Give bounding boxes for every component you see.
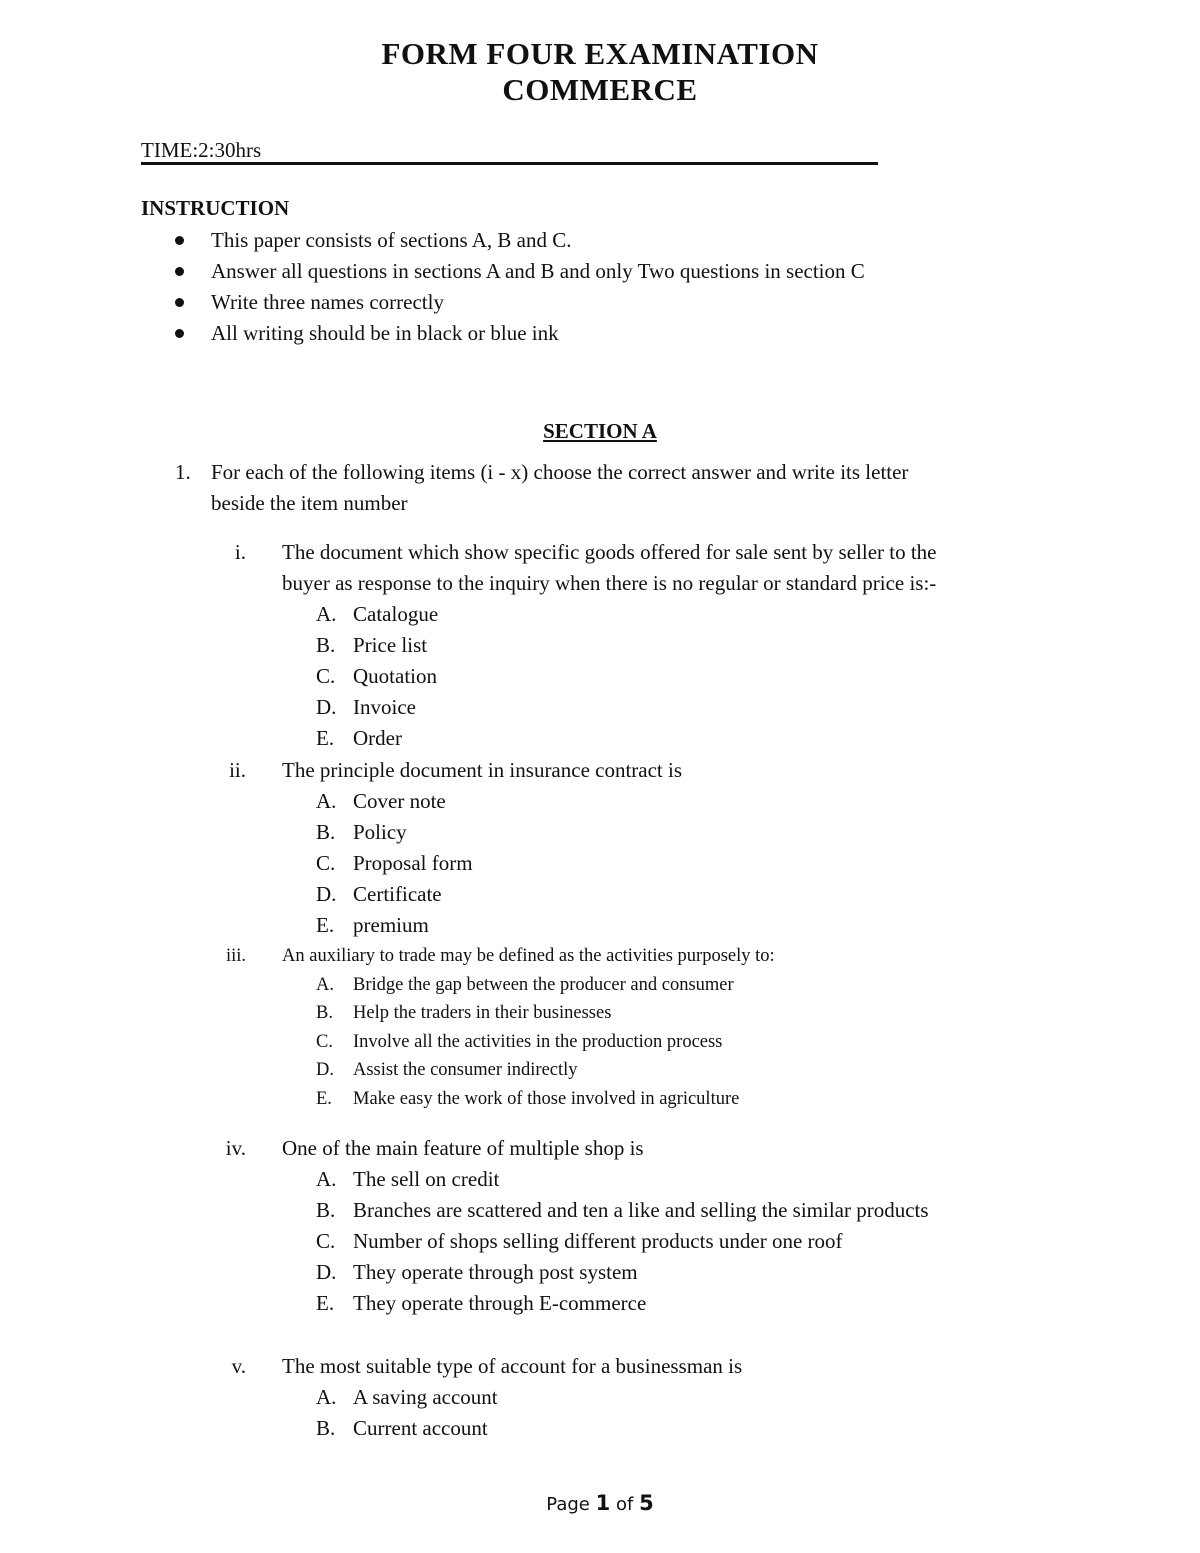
instruction-item: This paper consists of sections A, B and C. [141, 226, 865, 257]
of-word: of [615, 1494, 634, 1515]
option-item: A. Cover note [316, 789, 446, 813]
option-item: B. Price list [316, 633, 428, 657]
question-number: 1. [175, 460, 191, 484]
option-item: E. Make easy the work of those involved in agriculture [316, 1088, 740, 1109]
instruction-item: All writing should be in black or blue ink [141, 319, 865, 350]
exam-title: FORM FOUR EXAMINATION [381, 36, 819, 71]
page-footer [0, 1491, 1200, 1515]
option-item: C. Number of shops selling different products under one roof [316, 1229, 843, 1253]
subject-title: COMMERCE [502, 72, 698, 107]
option-list [316, 786, 473, 941]
option-item: B. Current account [316, 1416, 488, 1440]
instruction-item: Write three names correctly [141, 288, 865, 319]
item-numeral: iii. [225, 946, 246, 966]
item-numeral: v. [231, 1354, 246, 1378]
option-item: B. Help the traders in their businesses [316, 1003, 612, 1023]
option-item: A. Catalogue [316, 602, 439, 626]
option-item: D. Assist the consumer indirectly [316, 1060, 578, 1080]
option-item: D. Invoice [316, 695, 416, 719]
time-label: TIME:2:30hrs [141, 138, 262, 162]
page-word: Page [546, 1494, 590, 1515]
option-item: B. Branches are scattered and ten a like and selling the similar products [316, 1198, 929, 1222]
option-item: C. Involve all the activities in the production process [316, 1031, 723, 1052]
item-stem: One of the main feature of multiple shop is [282, 1136, 644, 1160]
option-item: D. Certificate [316, 882, 442, 906]
bullet-icon [175, 267, 184, 276]
option-item: B. Policy [316, 820, 407, 844]
item-numeral: i. [234, 540, 246, 564]
instruction-heading: INSTRUCTION [141, 196, 290, 220]
item-stem: An auxiliary to trade may be defined as the activities purposely to: [282, 946, 775, 966]
page-total: 5 [639, 1491, 654, 1515]
option-item: A. Bridge the gap between the producer and consumer [316, 974, 734, 995]
section-a-heading: SECTION A [543, 419, 657, 443]
item-numeral: iv. [225, 1136, 246, 1160]
instruction-item: Answer all questions in sections A and B and only Two questions in section C [141, 257, 865, 288]
option-item: E. They operate through E-commerce [316, 1291, 647, 1315]
question-text: For each of the following items (i - x) choose the correct answer and write its letter beside the item number [211, 460, 909, 515]
bullet-icon [175, 329, 184, 338]
item-numeral: ii. [229, 758, 246, 782]
item-stem: The most suitable type of account for a businessman is [282, 1354, 743, 1378]
item-stem: The principle document in insurance contract is [282, 758, 683, 782]
page-number: 1 [595, 1491, 611, 1515]
option-list [316, 1382, 498, 1444]
option-item: C. Quotation [316, 664, 437, 688]
bullet-icon [175, 298, 184, 307]
option-item: C. Proposal form [316, 851, 473, 875]
option-item: E. premium [316, 913, 429, 937]
instruction-list [141, 226, 865, 350]
option-list [316, 1164, 929, 1319]
option-item: A. A saving account [316, 1385, 498, 1409]
item-stem: The document which show specific goods offered for sale sent by seller to the buyer as response to the inquiry when there is no regular or standard price is:- [282, 540, 937, 595]
bullet-icon [175, 236, 184, 245]
time-line [141, 138, 878, 165]
option-item: D. They operate through post system [316, 1260, 638, 1284]
option-item: A. The sell on credit [316, 1167, 500, 1191]
option-item: E. Order [316, 726, 402, 750]
option-list [316, 971, 739, 1114]
option-list [316, 599, 438, 754]
